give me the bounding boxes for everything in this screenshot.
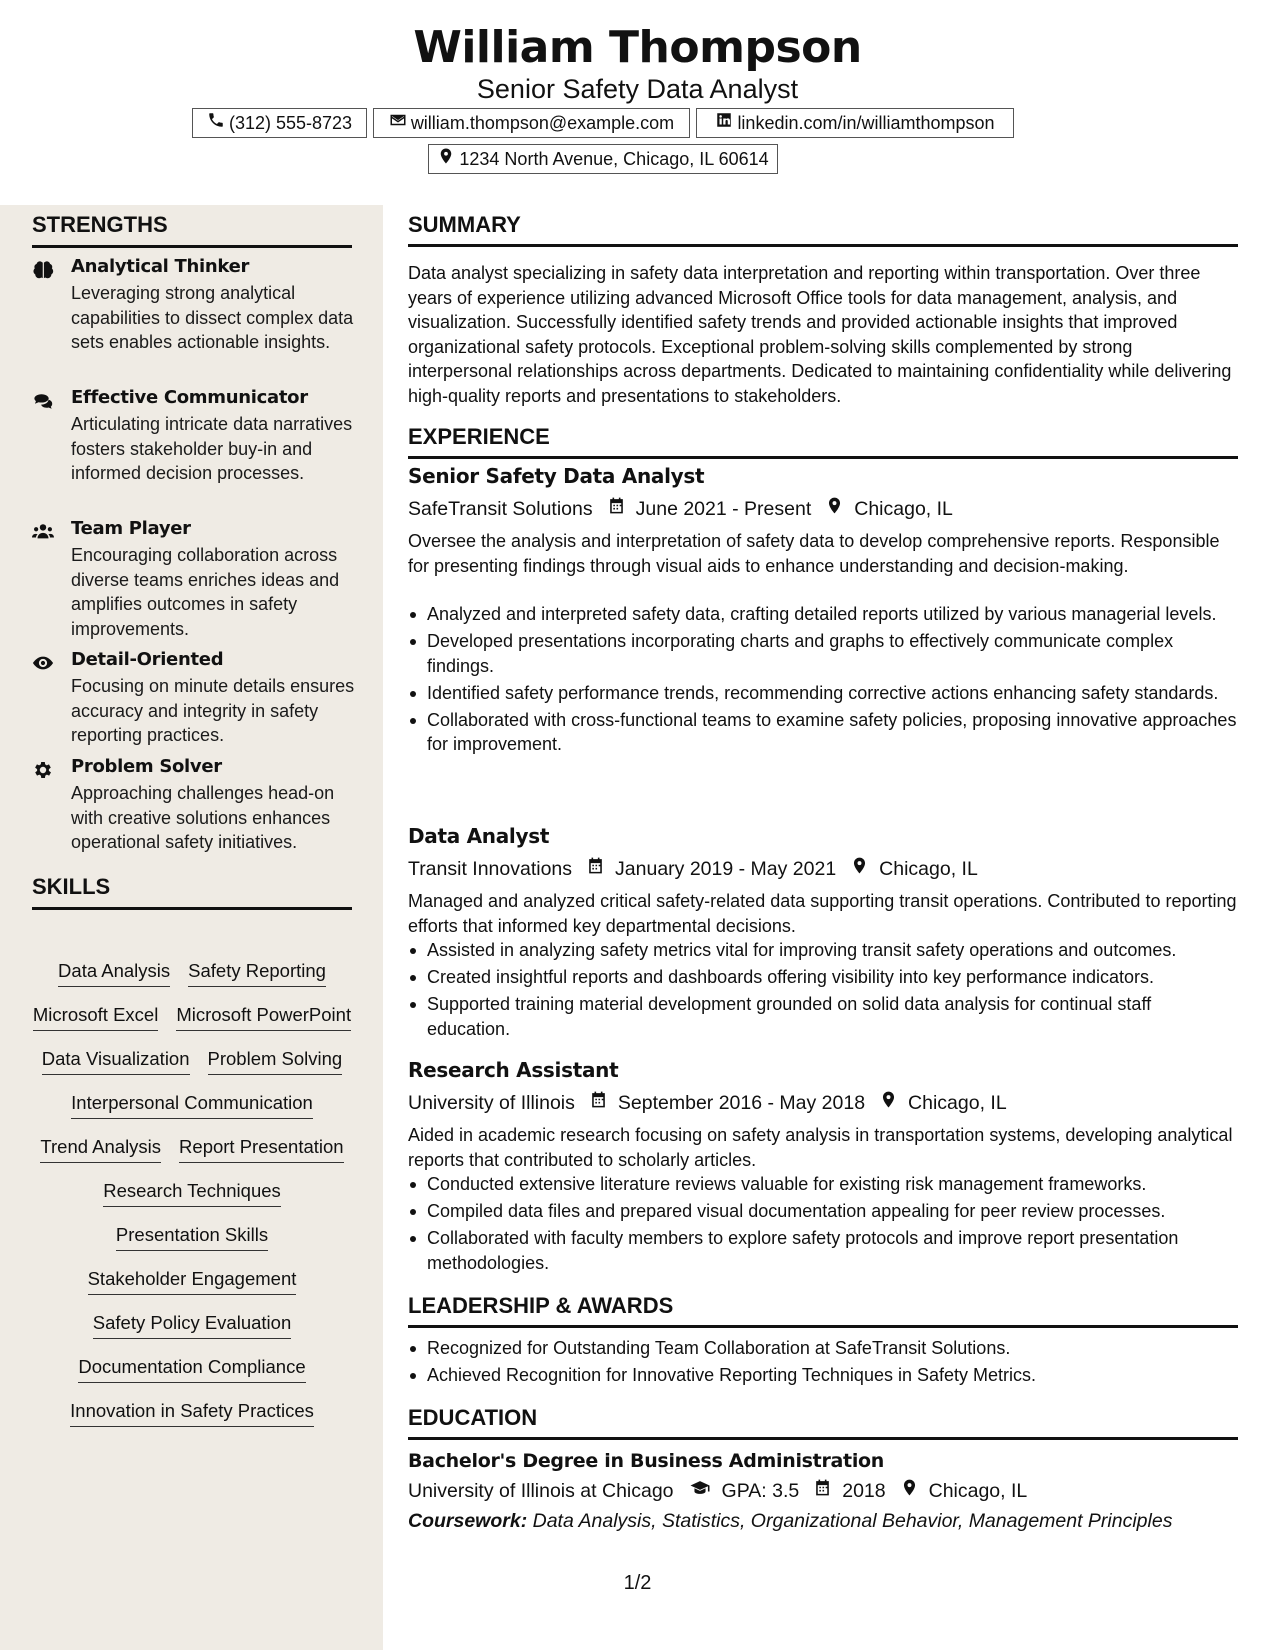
calendar-icon	[575, 1089, 618, 1117]
envelope-icon	[389, 110, 407, 137]
experience-heading: EXPERIENCE	[408, 423, 1238, 459]
job-location: Chicago, IL	[854, 498, 953, 520]
coursework	[408, 1507, 1172, 1535]
job-bullets	[408, 1172, 1238, 1278]
bullet-item: Analyzed and interpreted safety data, crafting detailed reports utilized by various managerial levels.	[408, 602, 1238, 627]
bullet-item: Compiled data files and prepared visual documentation appealing for peer review processes.	[408, 1199, 1238, 1224]
coursework-list: Data Analysis, Statistics, Organizational Behavior, Management Principles	[532, 1510, 1173, 1532]
phone-icon	[207, 110, 225, 137]
job-dates: September 2016 - May 2018	[617, 1092, 866, 1114]
address-contact	[428, 144, 778, 174]
gpa-text: GPA: 3.5	[721, 1480, 800, 1502]
linkedin-text: linkedin.com/in/williamthompson	[737, 112, 995, 133]
graduation-cap-icon	[674, 1477, 722, 1505]
phone-contact[interactable]	[192, 108, 367, 138]
degree-title: Bachelor's Degree in Business Administration	[408, 1450, 885, 1472]
sidebar	[0, 205, 383, 1650]
strength-title: Problem Solver	[71, 756, 222, 777]
bullet-item: Created insightful reports and dashboards offering visibility into key performance indicators.	[408, 965, 1238, 990]
calendar-icon	[799, 1477, 842, 1505]
job-description: Managed and analyzed critical safety-related data supporting transit operations. Contributed to reporting efforts that informed key departmental decisions.	[408, 891, 1237, 936]
bullet-item: Collaborated with faculty members to explore safety protocols and improve report presentation methodologies.	[408, 1226, 1238, 1275]
email-text: william.thompson@example.com	[410, 112, 675, 133]
strength-description: Approaching challenges head-on with creative solutions enhances operational safety initiatives.	[71, 783, 335, 852]
job-location: Chicago, IL	[908, 1092, 1007, 1114]
skills-heading: SKILLS	[32, 873, 352, 910]
linkedin-contact[interactable]	[696, 108, 1014, 138]
bullet-item: Supported training material development grounded on solid data analysis for continual staff education.	[408, 992, 1238, 1041]
company-name: SafeTransit Solutions	[408, 498, 593, 520]
calendar-icon	[593, 495, 636, 523]
bullet-item: Collaborated with cross-functional teams to examine safety policies, proposing innovative approaches for improvement.	[408, 708, 1238, 757]
summary-text: Data analyst specializing in safety data interpretation and reporting within transportation. Over three years of experience utilizing advanced Microsoft Office tools for data management, analysis, and visualization. Successfully identified safety trends and provided actionable insights that improved organizational safety protocols. Exceptional problem-solving skills complemented by strong interpersonal relationships across departments. Dedicated to maintaining confidentiality while delivering high-quality reports and presentations to stakeholders.	[408, 263, 1232, 406]
leadership-bullets	[408, 1336, 1238, 1390]
linkedin-icon	[715, 110, 733, 137]
job-title: Data Analyst	[408, 824, 550, 848]
calendar-icon	[572, 855, 615, 883]
job-title: Senior Safety Data Analyst	[408, 464, 705, 488]
skill-tag: Stakeholder Engagement	[88, 1266, 297, 1295]
strengths-heading: STRENGTHS	[32, 211, 352, 248]
bullet-item: Conducted extensive literature reviews valuable for existing risk management frameworks.	[408, 1172, 1238, 1197]
school-name: University of Illinois at Chicago	[408, 1480, 674, 1502]
strength-description: Articulating intricate data narratives fosters stakeholder buy-in and informed decision processes.	[71, 414, 353, 483]
education-location: Chicago, IL	[928, 1480, 1028, 1502]
resume-header	[0, 0, 1275, 205]
users-icon	[32, 521, 54, 543]
job-meta	[408, 495, 953, 523]
bullet-item: Identified safety performance trends, recommending corrective actions enhancing safety standards.	[408, 681, 1238, 706]
leadership-heading: LEADERSHIP & AWARDS	[408, 1292, 1238, 1328]
candidate-name: William Thompson	[413, 22, 862, 73]
skill-tag: Research Techniques	[103, 1178, 281, 1207]
job-dates: June 2021 - Present	[635, 498, 812, 520]
company-name: University of Illinois	[408, 1092, 575, 1114]
strength-description: Leveraging strong analytical capabilities to dissect complex data sets enables actionable insights.	[71, 283, 354, 352]
strength-description: Encouraging collaboration across diverse teams enriches ideas and amplifies outcomes in safety improvements.	[71, 545, 340, 639]
job-meta	[408, 1089, 1007, 1117]
page-number: 1/2	[623, 1572, 652, 1594]
education-meta	[408, 1477, 1027, 1505]
brain-icon	[32, 259, 54, 281]
strength-title: Team Player	[71, 518, 191, 539]
address-text: 1234 North Avenue, Chicago, IL 60614	[459, 148, 769, 169]
skill-tag: Documentation Compliance	[78, 1354, 305, 1383]
strength-title: Detail-Oriented	[71, 649, 224, 670]
candidate-title: Senior Safety Data Analyst	[476, 74, 799, 104]
skill-tag: Innovation in Safety Practices	[70, 1398, 314, 1427]
skill-tag: Safety Reporting	[188, 958, 326, 987]
strength-title: Analytical Thinker	[71, 256, 250, 277]
skill-tag: Report Presentation	[179, 1134, 344, 1163]
skill-tag: Data Analysis	[58, 958, 170, 987]
strength-description: Focusing on minute details ensures accuracy and integrity in safety reporting practices.	[71, 676, 355, 745]
skill-tag: Problem Solving	[208, 1046, 343, 1075]
education-heading: EDUCATION	[408, 1404, 1238, 1440]
job-description: Aided in academic research focusing on safety analysis in transportation systems, developing analytical reports that contributed to scholarly articles.	[408, 1125, 1233, 1170]
graduation-year: 2018	[842, 1480, 886, 1502]
bullet-item: Recognized for Outstanding Team Collaboration at SafeTransit Solutions.	[408, 1336, 1238, 1361]
skill-tag: Microsoft Excel	[33, 1002, 158, 1031]
map-marker-icon	[437, 146, 455, 173]
bullet-item: Achieved Recognition for Innovative Reporting Techniques in Safety Metrics.	[408, 1363, 1238, 1388]
job-title: Research Assistant	[408, 1058, 619, 1082]
skill-tag: Safety Policy Evaluation	[93, 1310, 291, 1339]
email-contact[interactable]	[373, 108, 690, 138]
coursework-label: Coursework:	[408, 1510, 528, 1532]
skill-tag: Interpersonal Communication	[71, 1090, 313, 1119]
strength-title: Effective Communicator	[71, 387, 308, 408]
comments-icon	[32, 390, 54, 412]
map-marker-icon	[811, 495, 854, 523]
job-bullets	[408, 938, 1238, 1044]
map-marker-icon	[836, 855, 879, 883]
eye-icon	[32, 652, 54, 674]
summary-heading: SUMMARY	[408, 211, 1238, 247]
skill-tag: Trend Analysis	[40, 1134, 161, 1163]
gear-icon	[32, 759, 54, 781]
job-description: Oversee the analysis and interpretation of safety data to develop comprehensive reports. Responsible for presenting findings through visual aids to enhance understanding and decision-making.	[408, 531, 1220, 576]
phone-text: (312) 555-8723	[228, 112, 353, 133]
skill-tag: Presentation Skills	[116, 1222, 268, 1251]
bullet-item: Developed presentations incorporating charts and graphs to effectively communicate complex findings.	[408, 629, 1238, 678]
skills-list	[22, 958, 362, 1427]
map-marker-icon	[865, 1089, 908, 1117]
job-dates: January 2019 - May 2021	[615, 858, 837, 880]
skill-tag: Microsoft PowerPoint	[176, 1002, 351, 1031]
job-bullets	[408, 602, 1238, 759]
company-name: Transit Innovations	[408, 858, 573, 880]
job-meta	[408, 855, 978, 883]
job-location: Chicago, IL	[879, 858, 978, 880]
skill-tag: Data Visualization	[42, 1046, 190, 1075]
map-marker-icon	[886, 1477, 929, 1505]
bullet-item: Assisted in analyzing safety metrics vital for improving transit safety operations and outcomes.	[408, 938, 1238, 963]
